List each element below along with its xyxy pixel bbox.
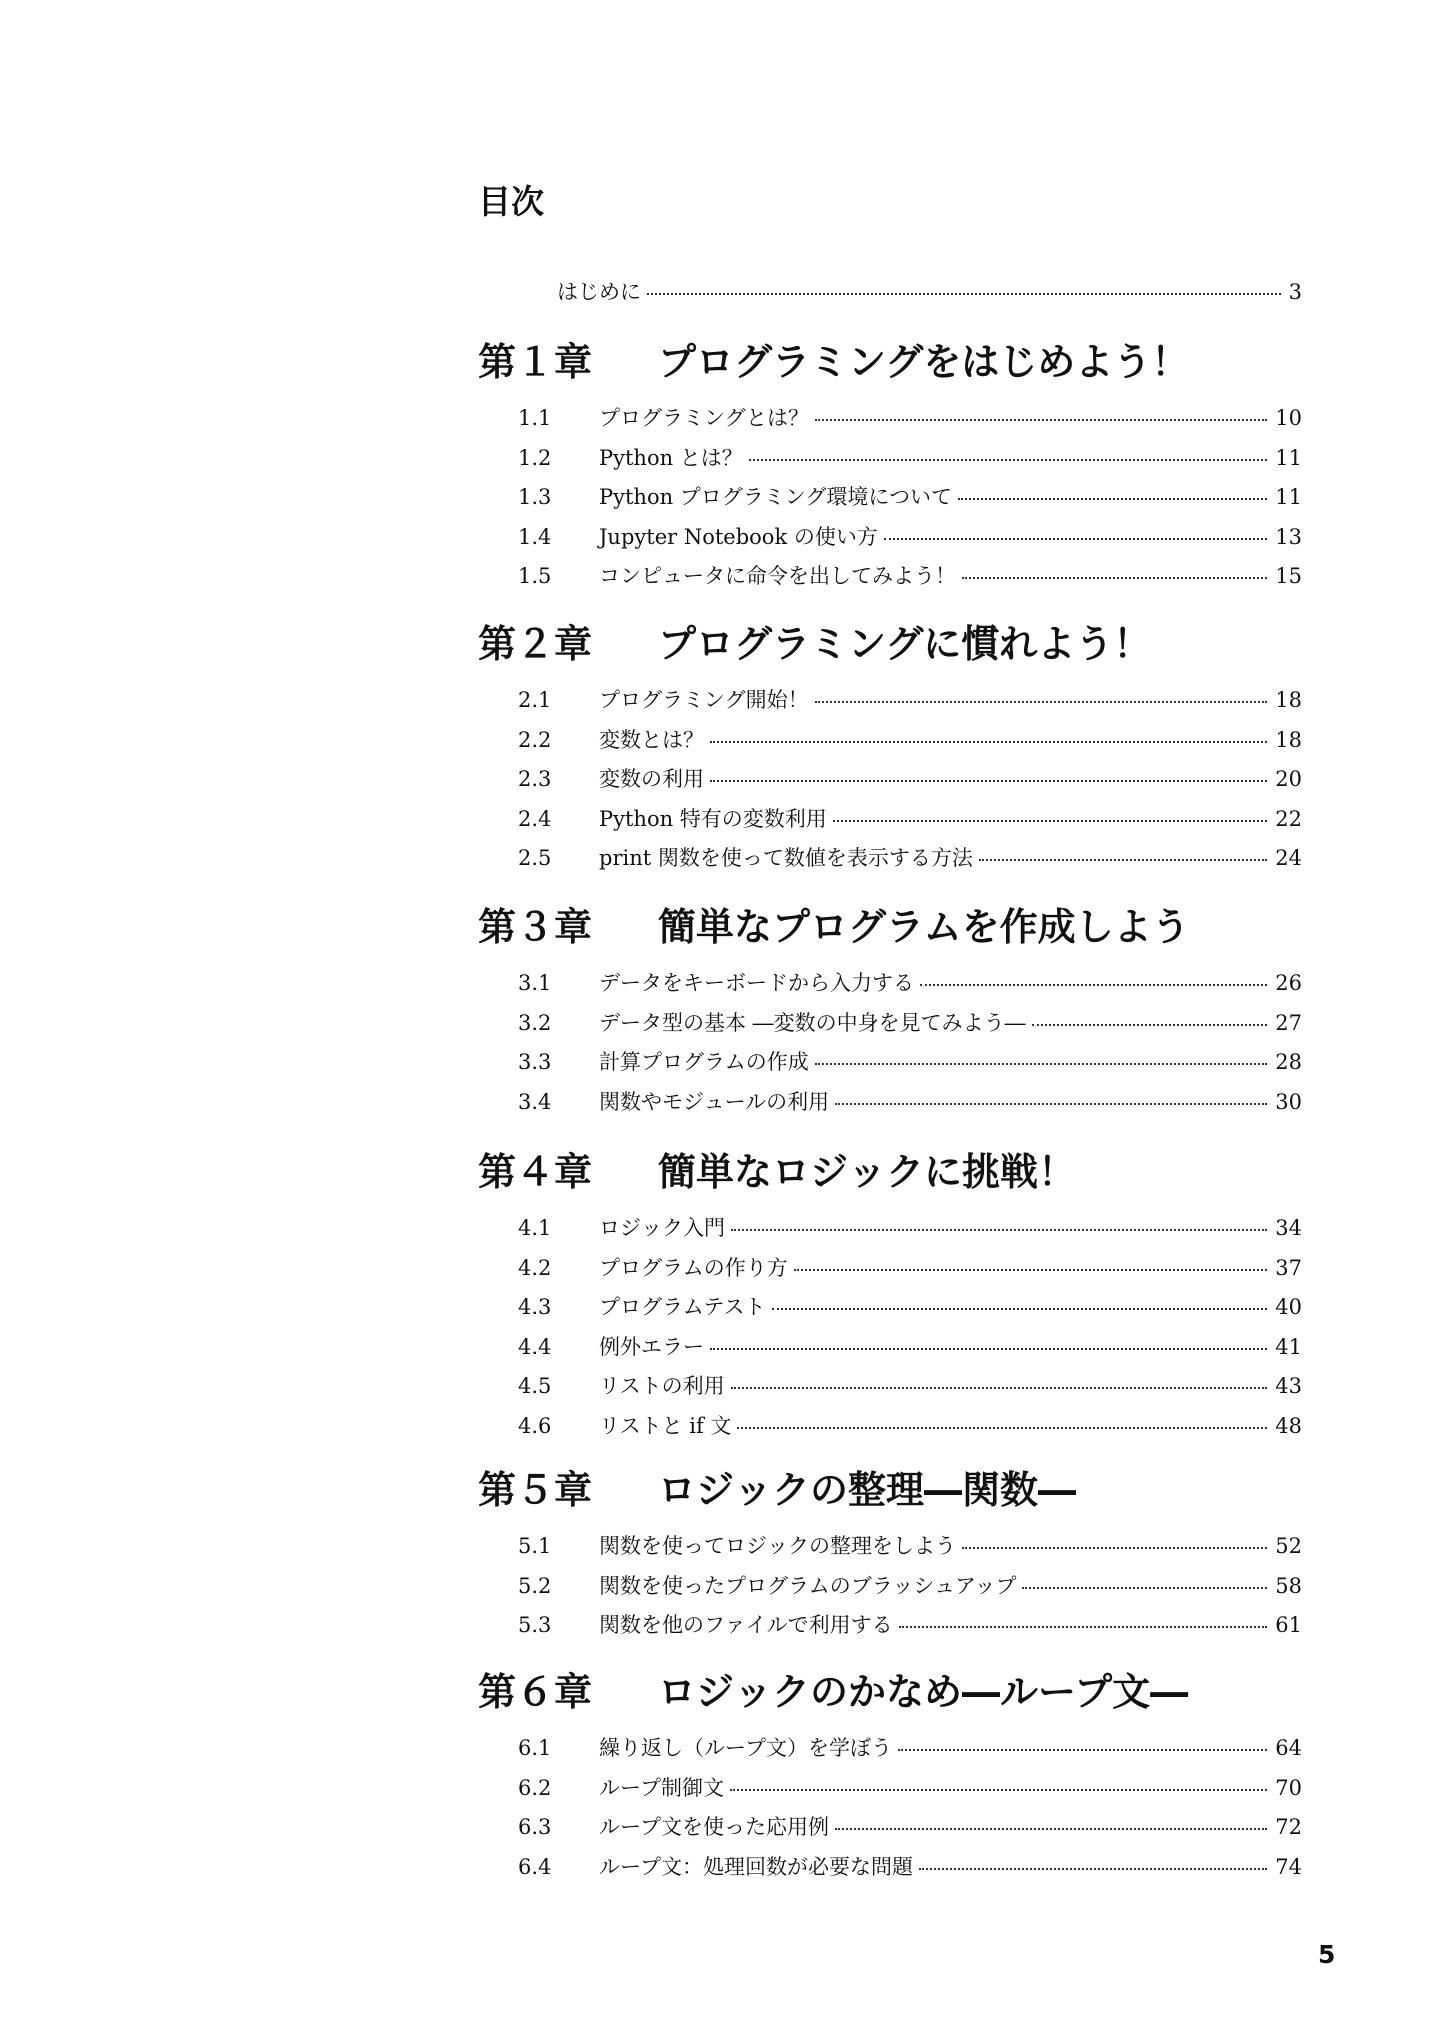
toc-entry-page: 20: [1275, 767, 1302, 791]
dot-leader: [731, 1366, 1268, 1389]
toc-entry-intro[interactable]: [557, 276, 1302, 303]
toc-entry[interactable]: [518, 402, 1302, 429]
dot-leader: [899, 1605, 1268, 1628]
chapter-label: 第４章: [478, 1150, 593, 1194]
toc-entry[interactable]: [518, 1851, 1302, 1878]
toc-entry-label: 変数とは？: [599, 728, 704, 752]
toc-entry[interactable]: [518, 724, 1302, 751]
toc-entry-number: 5.3: [518, 1613, 552, 1637]
dot-leader: [731, 1208, 1267, 1231]
toc-entry[interactable]: [518, 1212, 1302, 1239]
dot-leader: [815, 680, 1268, 703]
toc-entry-page: 72: [1275, 1815, 1302, 1839]
toc-entry-label: データ型の基本 ―変数の中身を見てみよう―: [599, 1011, 1026, 1035]
toc-entry-number: 4.4: [518, 1335, 552, 1359]
toc-entry-label: 変数の利用: [599, 767, 704, 791]
toc-entry-page: 15: [1275, 564, 1302, 588]
chapter-heading[interactable]: [478, 1468, 1076, 1514]
toc-entry-page: 52: [1275, 1534, 1302, 1558]
chapter-title: 簡単なロジックに挑戦！: [658, 1150, 1077, 1194]
toc-entry-number: 6.4: [518, 1855, 552, 1879]
toc-entry-label: 繰り返し（ループ文）を学ぼう: [599, 1736, 892, 1760]
toc-entry-label: ループ制御文: [599, 1776, 724, 1800]
chapter-heading[interactable]: [478, 1150, 1076, 1196]
toc-entry-page: 13: [1275, 525, 1302, 549]
toc-entry[interactable]: [518, 481, 1302, 508]
toc-entry-label: プログラミング開始！: [599, 688, 809, 712]
toc-entry-number: 2.4: [518, 807, 552, 831]
toc-entry-label: プログラムの作り方: [599, 1256, 788, 1280]
dot-leader: [1022, 1566, 1267, 1589]
toc-entry-page: 58: [1275, 1574, 1302, 1598]
toc-entry-label: ロジック入門: [599, 1216, 725, 1240]
toc-entry-number: 4.6: [518, 1414, 552, 1438]
chapter-heading[interactable]: [478, 622, 1151, 668]
toc-entry-number: 2.3: [518, 767, 552, 791]
toc-entry[interactable]: [518, 1410, 1302, 1437]
dot-leader: [833, 799, 1267, 822]
toc-entry-number: 4.5: [518, 1374, 552, 1398]
dot-leader: [647, 272, 1281, 295]
toc-entry-number: 6.2: [518, 1776, 552, 1800]
toc-entry-page: 10: [1275, 406, 1302, 430]
dot-leader: [772, 1287, 1268, 1310]
chapter-title: ロジックのかなめ―ループ文―: [658, 1670, 1189, 1714]
toc-entry-label: リストの利用: [599, 1374, 725, 1398]
toc-entry[interactable]: [518, 684, 1302, 711]
toc-entry[interactable]: [518, 1772, 1302, 1799]
toc-entry-label: Jupyter Notebook の使い方: [599, 525, 878, 549]
chapter-heading[interactable]: [478, 905, 1190, 951]
dot-leader: [1032, 1003, 1268, 1026]
toc-entry[interactable]: [518, 803, 1302, 830]
dot-leader: [710, 759, 1267, 782]
toc-entry-number: 4.3: [518, 1295, 552, 1319]
dot-leader: [710, 1327, 1267, 1350]
toc-entry-page: 74: [1275, 1855, 1302, 1879]
toc-entry[interactable]: [518, 1252, 1302, 1279]
toc-entry-number: 5.2: [518, 1574, 552, 1598]
toc-entry-number: 1.2: [518, 446, 552, 470]
toc-entry[interactable]: [518, 1291, 1302, 1318]
chapter-heading[interactable]: [478, 1670, 1188, 1716]
dot-leader: [919, 1847, 1267, 1870]
chapter-heading[interactable]: [478, 340, 1189, 386]
toc-entry-page: 70: [1275, 1776, 1302, 1800]
page-number: 5: [1318, 1940, 1336, 1969]
toc-entry-number: 1.5: [518, 564, 552, 588]
dot-leader: [958, 477, 1267, 500]
toc-entry-label: データをキーボードから入力する: [599, 971, 914, 995]
toc-entry-label: はじめに: [557, 280, 641, 304]
toc-entry-page: 64: [1275, 1736, 1302, 1760]
toc-entry-page: 28: [1275, 1050, 1302, 1074]
toc-entry[interactable]: [518, 521, 1302, 548]
toc-entry-label: print 関数を使って数値を表示する方法: [599, 846, 973, 870]
toc-entry-label: Python とは？: [599, 446, 743, 470]
toc-entry[interactable]: [518, 1530, 1302, 1557]
toc-entry-label: 関数やモジュールの利用: [599, 1090, 830, 1114]
toc-entry-page: 3: [1288, 280, 1302, 304]
toc-entry-page: 37: [1275, 1256, 1302, 1280]
toc-entry-label: Python 特有の変数利用: [599, 807, 827, 831]
toc-title: 目次: [478, 182, 544, 221]
toc-entry-page: 34: [1275, 1216, 1302, 1240]
toc-entry-number: 1.4: [518, 525, 552, 549]
chapter-label: 第２章: [478, 622, 593, 666]
toc-entry-page: 22: [1275, 807, 1302, 831]
chapter-label: 第３章: [478, 905, 593, 949]
chapter-label: 第１章: [478, 340, 593, 384]
toc-entry-page: 18: [1275, 688, 1302, 712]
toc-entry[interactable]: [518, 1007, 1302, 1034]
toc-entry-label: 関数を使ったプログラムのブラッシュアップ: [599, 1574, 1017, 1598]
dot-leader: [835, 1807, 1267, 1830]
toc-entry-number: 3.1: [518, 971, 552, 995]
toc-entry[interactable]: [518, 1732, 1302, 1759]
toc-entry-label: リストと if 文: [599, 1414, 732, 1438]
toc-entry[interactable]: [518, 560, 1302, 587]
dot-leader: [815, 398, 1267, 421]
toc-entry[interactable]: [518, 1609, 1302, 1636]
chapter-label: 第６章: [478, 1670, 593, 1714]
chapter-label: 第５章: [478, 1468, 593, 1512]
toc-entry-label: 関数を使ってロジックの整理をしよう: [599, 1534, 956, 1558]
toc-entry[interactable]: [518, 442, 1302, 469]
dot-leader: [884, 517, 1267, 540]
toc-entry-label: ループ文を使った応用例: [599, 1815, 829, 1839]
toc-entry-label: プログラムテスト: [599, 1295, 766, 1319]
toc-entry[interactable]: [518, 1811, 1302, 1838]
toc-entry-number: 5.1: [518, 1534, 552, 1558]
toc-entry-number: 1.3: [518, 485, 552, 509]
chapter-title: プログラミングをはじめよう！: [658, 340, 1190, 384]
toc-entry-label: 計算プログラムの作成: [599, 1050, 809, 1074]
toc-entry-page: 24: [1275, 846, 1302, 870]
toc-entry-label: プログラミングとは？: [599, 406, 809, 430]
dot-leader: [710, 720, 1267, 743]
toc-entry-page: 11: [1275, 485, 1302, 509]
toc-entry[interactable]: [518, 1570, 1302, 1597]
toc-entry-number: 6.1: [518, 1736, 552, 1760]
toc-entry-page: 61: [1275, 1613, 1302, 1637]
toc-entry-page: 40: [1275, 1295, 1302, 1319]
toc-entry[interactable]: [518, 967, 1302, 994]
toc-entry[interactable]: [518, 842, 1302, 869]
dot-leader: [962, 556, 1267, 579]
toc-entry-label: コンピュータに命令を出してみよう！: [599, 564, 956, 588]
dot-leader: [979, 838, 1267, 861]
dot-leader: [794, 1248, 1267, 1271]
toc-entry-label: ループ文：処理回数が必要な問題: [599, 1855, 913, 1879]
dot-leader: [835, 1082, 1267, 1105]
dot-leader: [962, 1526, 1267, 1549]
toc-entry-page: 11: [1275, 446, 1302, 470]
toc-entry-number: 2.2: [518, 728, 552, 752]
toc-entry-page: 30: [1275, 1090, 1302, 1114]
toc-entry[interactable]: [518, 1370, 1302, 1397]
chapter-title: プログラミングに慣れよう！: [658, 622, 1152, 666]
toc-entry-number: 4.1: [518, 1216, 552, 1240]
toc-entry-page: 18: [1275, 728, 1302, 752]
toc-entry[interactable]: [518, 1086, 1302, 1113]
dot-leader: [730, 1768, 1267, 1791]
toc-entry[interactable]: [518, 1331, 1302, 1358]
dot-leader: [898, 1728, 1267, 1751]
toc-entry-page: 43: [1275, 1374, 1302, 1398]
toc-entry-label: 関数を他のファイルで利用する: [599, 1613, 893, 1637]
chapter-title: ロジックの整理―関数―: [658, 1468, 1077, 1512]
dot-leader: [737, 1406, 1267, 1429]
toc-entry-page: 41: [1275, 1335, 1302, 1359]
toc-entry-page: 26: [1275, 971, 1302, 995]
toc-entry-page: 27: [1275, 1011, 1302, 1035]
toc-entry-number: 2.5: [518, 846, 552, 870]
dot-leader: [920, 963, 1267, 986]
chapter-title: 簡単なプログラムを作成しよう: [658, 905, 1190, 949]
toc-entry-number: 3.4: [518, 1090, 552, 1114]
toc-entry-label: 例外エラー: [599, 1335, 704, 1359]
toc-entry-number: 3.3: [518, 1050, 552, 1074]
toc-entry-label: Python プログラミング環境について: [599, 485, 952, 509]
dot-leader: [815, 1042, 1267, 1065]
toc-entry-number: 1.1: [518, 406, 552, 430]
toc-entry[interactable]: [518, 763, 1302, 790]
toc-entry-number: 6.3: [518, 1815, 552, 1839]
toc-entry[interactable]: [518, 1046, 1302, 1073]
toc-entry-number: 2.1: [518, 688, 552, 712]
toc-entry-page: 48: [1275, 1414, 1302, 1438]
toc-entry-number: 3.2: [518, 1011, 552, 1035]
toc-entry-number: 4.2: [518, 1256, 552, 1280]
dot-leader: [749, 438, 1267, 461]
